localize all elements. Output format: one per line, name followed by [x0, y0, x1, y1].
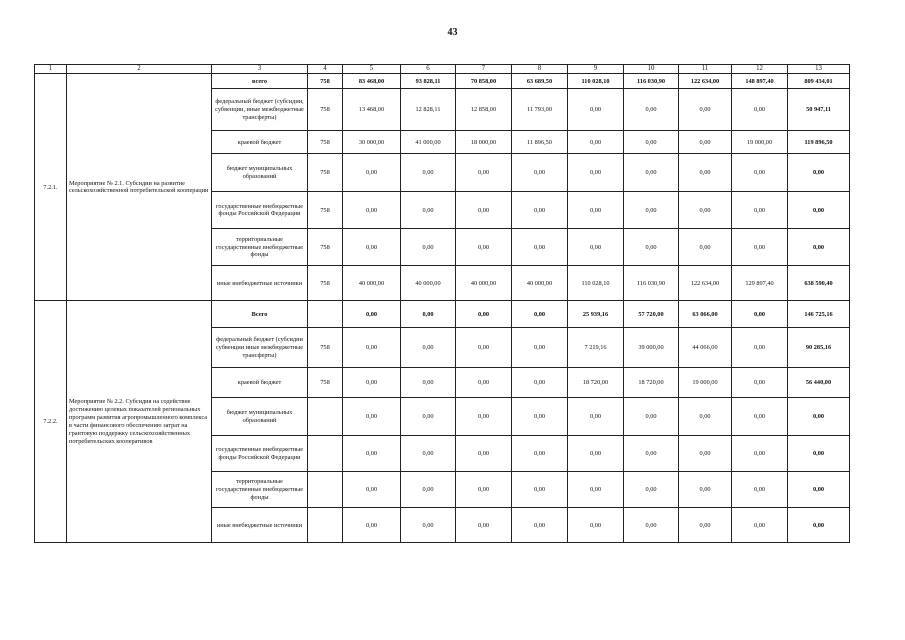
funding-source: федеральный бюджет (субсидии, субвенции, иные межбюджетные трансферты) [212, 89, 308, 131]
year-value: 0,00 [732, 154, 788, 192]
year-value: 12 828,11 [401, 89, 456, 131]
total-value: 0,00 [788, 472, 850, 508]
year-value: 40 000,00 [401, 266, 456, 301]
year-value: 0,00 [343, 328, 401, 368]
year-value: 0,00 [512, 154, 568, 192]
funding-source: государственные внебюджетные фонды Российской Федерации [212, 436, 308, 472]
year-value: 0,00 [732, 368, 788, 398]
total-value: 119 896,50 [788, 131, 850, 154]
grbs-code: 758 [308, 266, 343, 301]
column-number: 9 [568, 65, 624, 74]
year-value: 40 000,00 [456, 266, 512, 301]
column-number: 8 [512, 65, 568, 74]
year-value: 0,00 [401, 328, 456, 368]
year-value: 19 000,00 [679, 368, 732, 398]
total-value: 90 285,16 [788, 328, 850, 368]
total-value: 56 440,00 [788, 368, 850, 398]
funding-source: территориальные государственные внебюджетные фонды [212, 472, 308, 508]
measure-name: Мероприятие № 2.1. Субсидии на развитие сельскохозяйственной потребительской кооперации [67, 74, 212, 301]
grbs-code: 758 [308, 89, 343, 131]
year-value: 0,00 [568, 472, 624, 508]
header-row [35, 65, 850, 74]
total-value: 809 434,01 [788, 74, 850, 89]
year-value: 0,00 [732, 436, 788, 472]
year-value: 0,00 [512, 472, 568, 508]
year-value: 0,00 [456, 229, 512, 266]
year-value: 0,00 [679, 154, 732, 192]
year-value: 0,00 [679, 436, 732, 472]
year-value: 0,00 [624, 436, 679, 472]
year-value: 0,00 [568, 229, 624, 266]
year-value: 0,00 [679, 508, 732, 543]
funding-source: государственные внебюджетные фонды Российской Федерации [212, 192, 308, 229]
year-value: 0,00 [512, 328, 568, 368]
year-value: 0,00 [732, 328, 788, 368]
year-value: 0,00 [401, 472, 456, 508]
year-value: 0,00 [624, 154, 679, 192]
year-value: 41 000,00 [401, 131, 456, 154]
grbs-code: 758 [308, 368, 343, 398]
grbs-code [308, 472, 343, 508]
year-value: 0,00 [624, 398, 679, 436]
year-value: 0,00 [343, 508, 401, 543]
total-value: 0,00 [788, 192, 850, 229]
grbs-code [308, 436, 343, 472]
funding-source: краевой бюджет [212, 368, 308, 398]
year-value: 116 030,90 [624, 266, 679, 301]
year-value: 0,00 [624, 131, 679, 154]
year-value: 110 028,10 [568, 74, 624, 89]
year-value: 0,00 [456, 368, 512, 398]
column-number: 3 [212, 65, 308, 74]
year-value: 0,00 [456, 436, 512, 472]
year-value: 0,00 [401, 436, 456, 472]
year-value: 110 028,10 [568, 266, 624, 301]
column-number: 12 [732, 65, 788, 74]
grbs-code: 758 [308, 192, 343, 229]
year-value: 0,00 [401, 508, 456, 543]
funding-source: бюджет муниципальных образований [212, 154, 308, 192]
year-value: 122 634,00 [679, 266, 732, 301]
table-row [35, 301, 850, 328]
year-value: 0,00 [568, 436, 624, 472]
funding-source: территориальные государственные внебюджетные фонды [212, 229, 308, 266]
page-number: 43 [447, 27, 458, 38]
year-value: 0,00 [401, 154, 456, 192]
year-value: 11 793,00 [512, 89, 568, 131]
grbs-code: 758 [308, 154, 343, 192]
column-number: 11 [679, 65, 732, 74]
year-value: 44 066,00 [679, 328, 732, 368]
grbs-code: 758 [308, 74, 343, 89]
year-value: 0,00 [568, 508, 624, 543]
year-value: 25 939,16 [568, 301, 624, 328]
year-value: 0,00 [624, 229, 679, 266]
total-value: 0,00 [788, 436, 850, 472]
year-value: 0,00 [568, 192, 624, 229]
year-value: 0,00 [679, 229, 732, 266]
year-value: 0,00 [512, 192, 568, 229]
year-value: 0,00 [732, 398, 788, 436]
year-value: 13 468,00 [343, 89, 401, 131]
year-value: 0,00 [401, 368, 456, 398]
year-value: 0,00 [732, 472, 788, 508]
year-value: 0,00 [679, 89, 732, 131]
year-value: 19 000,00 [732, 131, 788, 154]
year-value: 63 689,50 [512, 74, 568, 89]
funding-source: иные внебюджетные источники [212, 508, 308, 543]
year-value: 0,00 [456, 301, 512, 328]
year-value: 0,00 [401, 192, 456, 229]
year-value: 0,00 [624, 89, 679, 131]
column-number: 7 [456, 65, 512, 74]
measure-code: 7.2.2. [35, 301, 67, 543]
year-value: 0,00 [512, 301, 568, 328]
year-value: 0,00 [732, 89, 788, 131]
funding-source: краевой бюджет [212, 131, 308, 154]
funding-source: Всего [212, 301, 308, 328]
year-value: 0,00 [456, 398, 512, 436]
year-value: 18 720,00 [624, 368, 679, 398]
year-value: 40 000,00 [512, 266, 568, 301]
budget-table [34, 64, 850, 543]
column-number: 2 [67, 65, 212, 74]
year-value: 18 720,00 [568, 368, 624, 398]
year-value: 30 000,00 [343, 131, 401, 154]
column-number: 10 [624, 65, 679, 74]
year-value: 0,00 [679, 192, 732, 229]
year-value: 0,00 [456, 508, 512, 543]
year-value: 83 468,00 [343, 74, 401, 89]
year-value: 0,00 [343, 368, 401, 398]
total-value: 0,00 [788, 398, 850, 436]
year-value: 129 897,40 [732, 266, 788, 301]
year-value: 57 720,00 [624, 301, 679, 328]
year-value: 0,00 [456, 472, 512, 508]
total-value: 638 590,40 [788, 266, 850, 301]
year-value: 0,00 [624, 192, 679, 229]
year-value: 0,00 [343, 229, 401, 266]
year-value: 0,00 [512, 229, 568, 266]
grbs-code: 758 [308, 328, 343, 368]
total-value: 0,00 [788, 229, 850, 266]
year-value: 39 000,00 [624, 328, 679, 368]
table-row [35, 74, 850, 89]
year-value: 0,00 [343, 301, 401, 328]
year-value: 0,00 [343, 154, 401, 192]
year-value: 0,00 [401, 229, 456, 266]
year-value: 0,00 [624, 472, 679, 508]
year-value: 0,00 [732, 508, 788, 543]
year-value: 0,00 [732, 229, 788, 266]
year-value: 0,00 [456, 154, 512, 192]
year-value: 0,00 [679, 131, 732, 154]
year-value: 0,00 [512, 368, 568, 398]
year-value: 0,00 [568, 131, 624, 154]
year-value: 116 030,90 [624, 74, 679, 89]
year-value: 0,00 [343, 472, 401, 508]
grbs-code [308, 508, 343, 543]
year-value: 70 858,00 [456, 74, 512, 89]
year-value: 0,00 [401, 301, 456, 328]
total-value: 0,00 [788, 154, 850, 192]
funding-source: всего [212, 74, 308, 89]
year-value: 0,00 [679, 472, 732, 508]
column-number: 13 [788, 65, 850, 74]
measure-name: Мероприятие № 2.2. Субсидия на содействие достижению целевых показателей региональных программ развития агропромышленного комплекса в части финансового обеспечению затрат на грантовую поддержку сельскохозяйственных потребительских кооперативов [67, 301, 212, 543]
year-value: 0,00 [512, 398, 568, 436]
year-value: 0,00 [568, 89, 624, 131]
year-value: 0,00 [624, 508, 679, 543]
funding-source: федеральный бюджет (субсидии субвенции иные межбюджетные трансферты) [212, 328, 308, 368]
column-number: 5 [343, 65, 401, 74]
table-body [35, 65, 850, 543]
year-value: 18 000,00 [456, 131, 512, 154]
grbs-code [308, 301, 343, 328]
year-value: 0,00 [568, 398, 624, 436]
grbs-code: 758 [308, 229, 343, 266]
year-value: 11 896,50 [512, 131, 568, 154]
year-value: 0,00 [456, 328, 512, 368]
column-number: 6 [401, 65, 456, 74]
year-value: 0,00 [343, 192, 401, 229]
year-value: 0,00 [401, 398, 456, 436]
year-value: 0,00 [568, 154, 624, 192]
column-number: 4 [308, 65, 343, 74]
total-value: 146 725,16 [788, 301, 850, 328]
year-value: 0,00 [456, 192, 512, 229]
year-value: 7 219,16 [568, 328, 624, 368]
year-value: 0,00 [343, 436, 401, 472]
year-value: 63 066,00 [679, 301, 732, 328]
measure-code: 7.2.1. [35, 74, 67, 301]
year-value: 12 858,00 [456, 89, 512, 131]
total-value: 50 947,11 [788, 89, 850, 131]
year-value: 148 897,40 [732, 74, 788, 89]
year-value: 0,00 [343, 398, 401, 436]
year-value: 40 000,00 [343, 266, 401, 301]
total-value: 0,00 [788, 508, 850, 543]
funding-source: бюджет муниципальных образований [212, 398, 308, 436]
grbs-code [308, 398, 343, 436]
year-value: 122 634,00 [679, 74, 732, 89]
year-value: 93 828,11 [401, 74, 456, 89]
year-value: 0,00 [679, 398, 732, 436]
column-number: 1 [35, 65, 67, 74]
grbs-code: 758 [308, 131, 343, 154]
year-value: 0,00 [512, 508, 568, 543]
year-value: 0,00 [732, 301, 788, 328]
year-value: 0,00 [732, 192, 788, 229]
funding-source: иные внебюджетные источники [212, 266, 308, 301]
year-value: 0,00 [512, 436, 568, 472]
